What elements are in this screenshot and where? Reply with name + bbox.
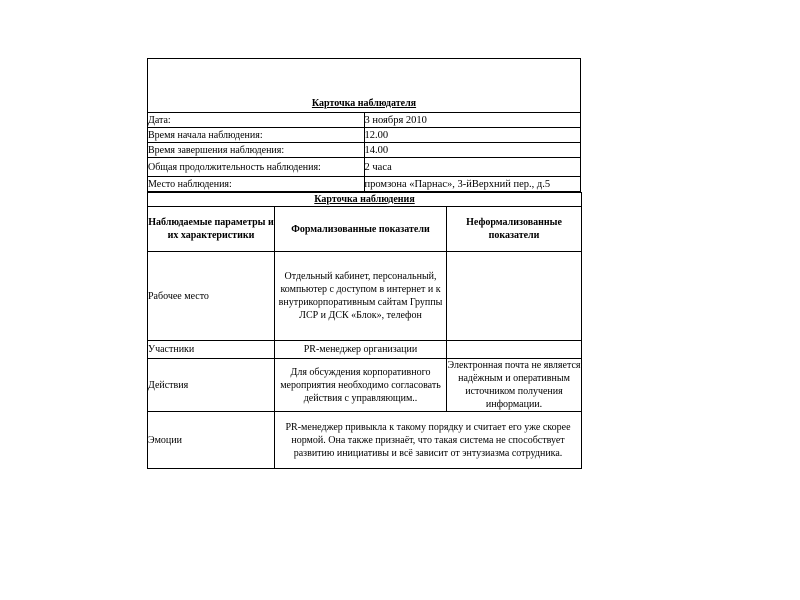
observation-card-table (147, 192, 582, 469)
participants-label: Участники (148, 341, 275, 359)
participants-informal (447, 341, 582, 359)
table-row (148, 158, 581, 177)
actions-label: Действия (148, 359, 275, 412)
table-row (148, 359, 582, 412)
observer-card-title-text: Карточка наблюдателя (311, 98, 417, 109)
end-time-label: Время завершения наблюдения: (148, 143, 365, 158)
column-header-params: Наблюдаемые параметры и их характеристики (148, 207, 275, 252)
date-label: Дата: (148, 113, 365, 128)
location-value: промзона «Парнас», 3-йВерхний пер., д.5 (364, 177, 581, 192)
observer-card-table (147, 58, 581, 192)
emotions-label: Эмоции (148, 412, 275, 469)
emotions-text: PR-менеджер привыкла к такому порядку и считает его уже скорее нормой. Она также признаёт, что такая система не способствует развитию инициативы и всё зависит от энтузиазма сотрудника. (275, 412, 582, 469)
workplace-informal (447, 252, 582, 341)
column-header-informal: Неформализованные показатели (447, 207, 582, 252)
workplace-formal: Отдельный кабинет, персональный, компьютер с доступом в интернет и к внутрикорпоративным сайтам Группы ЛСР и ДСК «Блок», телефон (275, 252, 447, 341)
observer-card-title (148, 59, 581, 113)
table-row (148, 113, 581, 128)
actions-formal: Для обсуждения корпоративного мероприятия необходимо согласовать действия с управляющим.. (275, 359, 447, 412)
start-time-label: Время начала наблюдения: (148, 128, 365, 143)
table-row (148, 252, 582, 341)
table-row (148, 412, 582, 469)
duration-value: 2 часа (364, 158, 581, 177)
participants-formal: PR-менеджер организации (275, 341, 447, 359)
table-row (148, 143, 581, 158)
start-time-value: 12.00 (364, 128, 581, 143)
observer-document (147, 58, 581, 469)
table-row (148, 341, 582, 359)
end-time-value: 14.00 (364, 143, 581, 158)
observation-card-title: Карточка наблюдения (148, 193, 582, 207)
location-label: Место наблюдения: (148, 177, 365, 192)
table-row (148, 128, 581, 143)
date-value: 3 ноября 2010 (364, 113, 581, 128)
column-headers (148, 207, 582, 252)
table-row (148, 177, 581, 192)
actions-informal: Электронная почта не является надёжным и оперативным источником получения информации. (447, 360, 581, 410)
workplace-label: Рабочее место (148, 252, 275, 341)
column-header-formal: Формализованные показатели (275, 207, 447, 252)
duration-label: Общая продолжительность наблюдения: (148, 158, 365, 177)
